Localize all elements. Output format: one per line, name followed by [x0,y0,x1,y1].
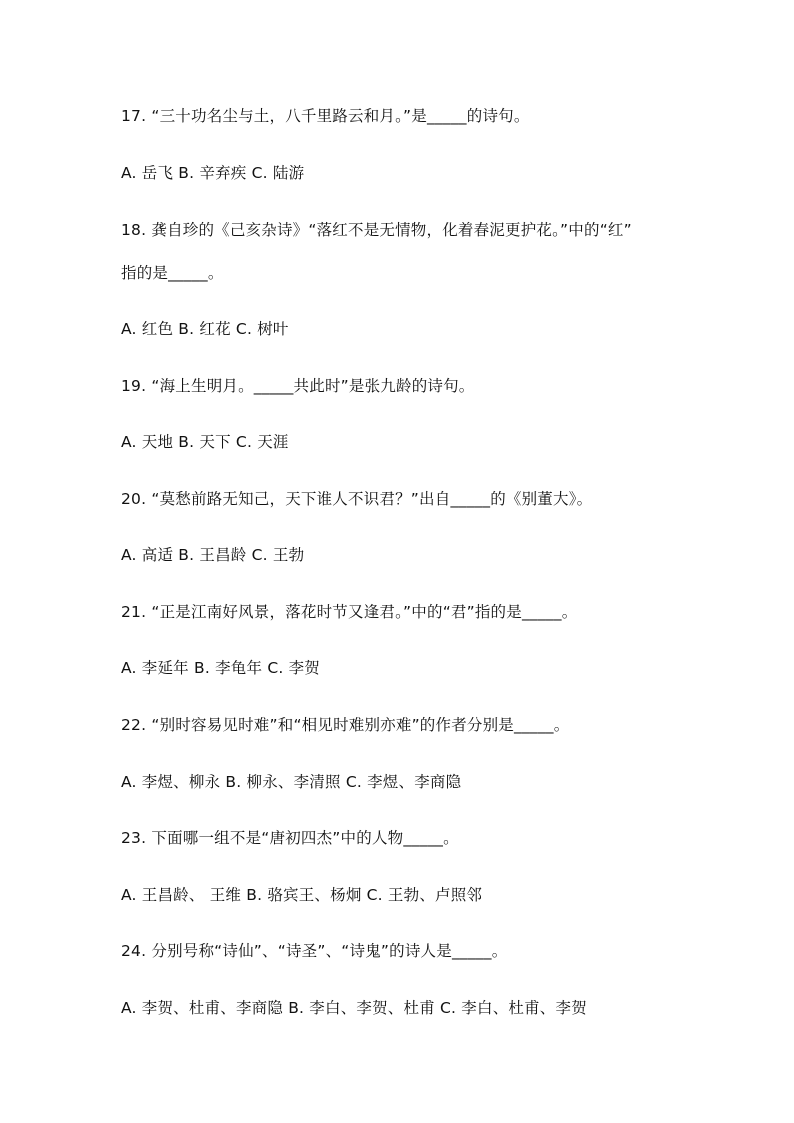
options-24: A. 李贺、杜甫、李商隐 B. 李白、李贺、杜甫 C. 李白、杜甫、李贺 [121,999,587,1017]
options-22: A. 李煜、柳永 B. 柳永、李清照 C. 李煜、李商隐 [121,773,462,791]
question-18-continued: 指的是_____。 [121,264,224,282]
question-23: 23. 下面哪一组不是“唐初四杰”中的人物_____。 [121,829,459,847]
options-21: A. 李延年 B. 李龟年 C. 李贺 [121,659,321,677]
question-20: 20. “莫愁前路无知己，天下谁人不识君？”出自_____的《别董大》。 [121,490,593,508]
options-18: A. 红色 B. 红花 C. 树叶 [121,320,289,338]
question-19: 19. “海上生明月。_____共此时”是张九龄的诗句。 [121,377,475,395]
question-21: 21. “正是江南好风景，落花时节又逢君。”中的“君”指的是_____。 [121,603,578,621]
question-24: 24. 分别号称“诗仙”、“诗圣”、“诗鬼”的诗人是_____。 [121,942,508,960]
options-20: A. 高适 B. 王昌龄 C. 王勃 [121,546,305,564]
question-18: 18. 龚自珍的《己亥杂诗》“落红不是无情物，化着春泥更护花。”中的“红” [121,221,632,239]
options-17: A. 岳飞 B. 辛弃疾 C. 陆游 [121,164,305,182]
question-22: 22. “别时容易见时难”和“相见时难别亦难”的作者分别是_____。 [121,716,570,734]
options-23: A. 王昌龄、 王维 B. 骆宾王、杨炯 C. 王勃、卢照邻 [121,886,483,904]
options-19: A. 天地 B. 天下 C. 天涯 [121,433,289,451]
question-17: 17. “三十功名尘与土，八千里路云和月。”是_____的诗句。 [121,107,530,125]
